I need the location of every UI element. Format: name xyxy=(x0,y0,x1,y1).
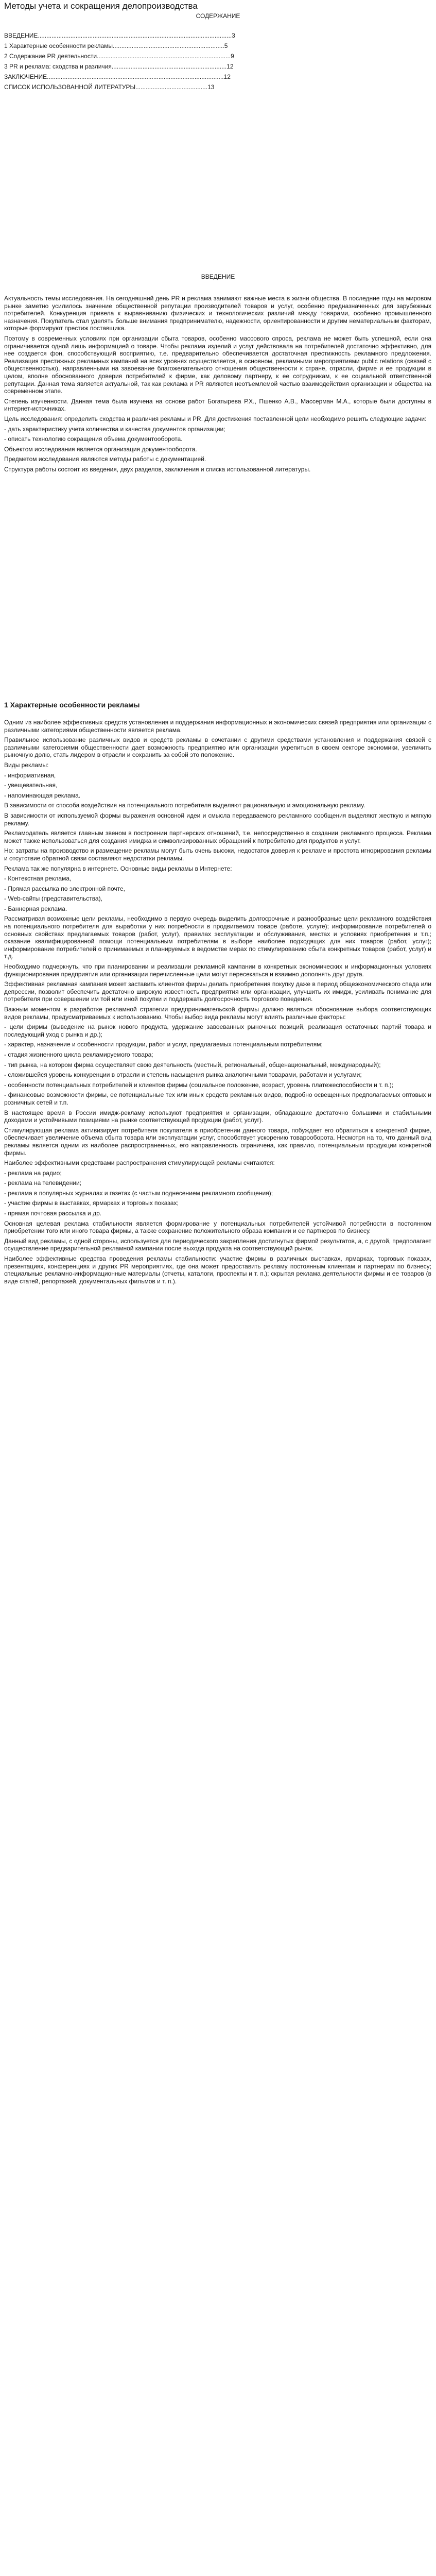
intro-paragraph: Поэтому в современных условиях при организации сбыта товаров, особенно массового спроса, реклама не может быть успешной, если она ограничивается одной лишь информацией о товаре. Чтобы реклама изделий и услуг действовала на потребителей достаточно эффективно, для нее создается фон, способствующий восприятию, т.е. предварительно обеспечивается достаточная престижность рекламного предложения. Реализация престижных рекламных кампаний на всех уровнях осуществляется, в основном, рекламными мероприятиями public relations (связей с общественностью), направленными на завоевание благожелательного отношения общественности к стране, отрасли, фирме и ее продукции в целом, вполне обоснованного доверия потребителей к фирме, как деловому партнеру, к ее сотрудникам, к ее социальной ответственной репутации. Данная тема является актуальной, так как реклама и PR являются неотъемлемой частью взаимодействия организации и общества на современном этапе. xyxy=(4,334,431,395)
section-1-paragraph: Рассматривая возможные цели рекламы, необходимо в первую очередь выделить долгосрочные и разнообразные цели рекламного воздействия на потенциального потребителя для выработки у них потребности в продвигаемом товаре (работе, услуге); информирование потребителей о основных свойствах предлагаемых товаров (работ, услуг), правилах эксплуатации и обслуживания, местах и условиях приобретения и т.п.; оказание квалифицированной помощи потенциальным потребителям в выборе наиболее подходящих для них товаров (работ, услуг); информирование потребителей о принимаемых и планируемых в ведомстве мерах по стимулированию сбыта конкретных товаров (работ, услуг) и т.д. xyxy=(4,915,431,960)
toc-entry-section-1[interactable]: 1 Характерные особенности рекламы.................................................................5 xyxy=(4,42,228,49)
toc-entry-section-2[interactable]: 2 Содержание PR деятельности..............................................................................9 xyxy=(4,53,234,60)
section-1-paragraph: - характер, назначение и особенности продукции, работ и услуг, предлагаемых потенциальным потребителям; xyxy=(4,1041,323,1048)
section-1-paragraph: - сложившейся уровень конкуренции в отрасли и степень насыщения рынка аналогичными товарами, работами и услугами; xyxy=(4,1071,362,1079)
section-1-paragraph: Одним из наиболее эффективных средств установления и поддержания информационных и экономических связей предприятия или организации с различными категориями общественности является реклама. xyxy=(4,719,431,734)
section-1-paragraph: Наиболее эффективные средства проведения рекламы стабильности: участие фирмы в различных выставках, ярмарках, торговых показах, презентациях, конференциях и других PR мероприятиях, где она может предоставить рекламу постоянным клиентам и партнерам по бизнесу; специальные рекламно-информационные материалы (отчеты, каталоги, проспекты и т. п.); скрытая реклама деятельности фирмы и ее товаров (в виде статей, репортажей, документальных фильмов и т. п.). xyxy=(4,1255,431,1285)
section-1-paragraph: - реклама в популярных журналах и газетах (с частым поднесением рекламного сообщения); xyxy=(4,1189,273,1197)
section-1-paragraph: - Прямая рассылка по электронной почте, xyxy=(4,885,126,892)
section-1-paragraph: Рекламодатель является главным звеном в построении партнерских отношений, т.е. непосредственно в создании рекламного процесса. Реклама может также использоваться для создания имиджа и символизированных обращений к потребителю для продуктов и услуг. xyxy=(4,829,431,844)
intro-paragraph: Актуальность темы исследования. На сегодняшний день PR и реклама занимают важные места в жизни общества. В последние годы на мировом рынке заметно усилилось значение общественной репутации производителей товаров и услуг, особенно предназначенных для зарубежных потребителей. Конкуренция привела к выравниванию физических и технологических различий между товарами, особенно промышленного назначения. Покупатель стал уделять больше внимания предпринимателю, надежности, ориентированности и другим нематериальным факторам, которые формируют престиж поставщика. xyxy=(4,295,431,332)
section-1-paragraph: - Контекстная реклама, xyxy=(4,875,72,883)
intro-paragraph: Цель исследования: определить сходства и различия рекламы и PR. Для достижения поставленной цели необходимо решить следующие задачи: xyxy=(4,415,427,422)
section-1-paragraph: - Баннерная реклама. xyxy=(4,905,67,912)
introduction-body xyxy=(4,295,431,476)
intro-paragraph: - описать технологию сокращения объема документооборота. xyxy=(4,435,183,443)
section-1-paragraph: - реклама на радио; xyxy=(4,1169,62,1177)
section-1-paragraph: В настоящее время в России имидж-рекламу используют предприятия и организации, обладающие достаточно большими и стабильными доходами и устойчивыми позициями на рынке соответствующей продукции (работ, услуг). xyxy=(4,1109,431,1124)
document-title: Методы учета и сокращения делопроизводства xyxy=(4,1,198,11)
section-1-body xyxy=(4,719,431,1287)
section-1-paragraph: Стимулирующая реклама активизирует потребителя покупателя в приобретении данного товара, побуждает его обратиться к конкретной фирме, обеспечивает увеличение объема сбыта товара или эксплуатации услуг, способствует ускорению товарооборота. Несмотря на то, что данный вид рекламы является одним из наиболее распространенных, его направленность ограничена, как правило, потенциальным продукции конкретной фирмы. xyxy=(4,1126,431,1157)
intro-paragraph: Предметом исследования являются методы работы с документацией. xyxy=(4,455,206,463)
section-1-paragraph: Эффективная рекламная кампания может заставить клиентов фирмы делать приобретения покупку даже в период общеэкономического спада или депрессии, позволит обеспечить достаточно широкую известность предприятия или организации, улучшить их имидж, усиливать понимание для потребителя при совершении им той или иной покупки и поддержать долгосрочность торгового поведения. xyxy=(4,980,431,1003)
toc-entry-conclusion[interactable]: ЗАКЛЮЧЕНИЕ.......................................................................................................12 xyxy=(4,73,231,80)
section-1-paragraph: - Web-сайты (представительства), xyxy=(4,895,102,903)
section-1-paragraph: - стадия жизненного цикла рекламируемого товара; xyxy=(4,1050,153,1058)
section-1-heading: 1 Характерные особенности рекламы xyxy=(4,701,140,709)
intro-paragraph: Структура работы состоит из введения, двух разделов, заключения и списка использованной литературы. xyxy=(4,465,311,473)
section-1-paragraph: Основная целевая реклама стабильности является формирование у потенциальных потребителей устойчивой потребности в постоянном приобретении того или иного товара фирмы, а также сохранение положительного образа компании и ее партнеров по бизнесу. xyxy=(4,1219,431,1235)
toc-entry-bibliography[interactable]: СПИСОК ИСПОЛЬЗОВАННОЙ ЛИТЕРАТУРЫ..........................................13 xyxy=(4,83,215,91)
section-1-paragraph: - особенности потенциальных потребителей и клиентов фирмы (социальное положение, возраст, уровень платежеспособности и т. п.); xyxy=(4,1081,394,1089)
section-1-paragraph: Данный вид рекламы, с одной стороны, используется для периодического закрепления достигнутых фирмой результатов, а, с другой, предполагает осуществление предварительной рекламной кампании после выхода продукта на соответствующий рынок. xyxy=(4,1237,431,1252)
intro-paragraph: Степень изученности. Данная тема была изучена на основе работ Богатырева Р.Х., Пшенко А.В., Массерман М.А., которые были доступны в интернет-источниках. xyxy=(4,397,431,413)
section-1-paragraph: - информативная, xyxy=(4,771,56,779)
section-1-paragraph: В зависимости от используемой формы выражения основной идеи и смысла передаваемого рекламного сообщения выделяют жесткую и мягкую рекламу. xyxy=(4,811,431,827)
toc-entry-section-3[interactable]: 3 PR и реклама: сходства и различия...................................................................12 xyxy=(4,63,234,70)
intro-paragraph: - дать характеристику учета количества и качества документов организации; xyxy=(4,425,225,433)
section-1-paragraph: Наиболее эффективными средствами распространения стимулирующей рекламы считаются: xyxy=(4,1159,275,1167)
section-1-paragraph: Виды рекламы: xyxy=(4,761,49,769)
section-1-paragraph: В зависимости от способа воздействия на потенциального потребителя выделяют рациональную и эмоциональную рекламу. xyxy=(4,802,365,809)
section-1-paragraph: Но: затраты на производство и размещение рекламы могут быть очень высоки, недостаток доверия к рекламе и простота игнорирования рекламы и отсутствие обратной связи составляют недостатки рекламы. xyxy=(4,847,431,862)
section-1-paragraph: - напоминающая реклама. xyxy=(4,791,81,799)
table-of-contents xyxy=(4,32,395,94)
section-1-paragraph: - прямая почтовая рассылка и др. xyxy=(4,1210,102,1217)
section-1-paragraph: - участие фирмы в выставках, ярмарках и торговых показах; xyxy=(4,1199,179,1207)
section-1-paragraph: - реклама на телевидении; xyxy=(4,1179,82,1187)
introduction-heading: ВВЕДЕНИЕ xyxy=(201,273,235,280)
intro-paragraph: Объектом исследования является организация документооборота. xyxy=(4,445,197,453)
section-1-paragraph: - увещевательная, xyxy=(4,782,58,789)
section-1-paragraph: Важным моментом в разработке рекламной стратегии предпринимательской фирмы должно являться обоснование выбора соответствующих видов рекламы, предусматриваемых к использованию. Чтобы выбор вида рекламы могут влиять различные факторы: xyxy=(4,1006,431,1021)
section-1-paragraph: Необходимо подчеркнуть, что при планировании и реализации рекламной кампании в конкретных экономических и информационных условиях функционирования предприятия или организации перечисленные цели могут пересекаться и взаимно дополнять друг друга. xyxy=(4,963,431,978)
section-1-paragraph: - тип рынка, на котором фирма осуществляет свою деятельность (местный, региональный, общенациональный, международный); xyxy=(4,1061,381,1069)
section-1-paragraph: Правильное использование различных видов и средств рекламы в сочетании с другими средствами установления и поддержания связей с различными категориями общественности дает возможность предприятию или организации укрепиться в своем секторе экономики, увеличить рыночную долю, стать лидером в отрасли и сохранить за собой это положение. xyxy=(4,736,431,759)
section-1-paragraph: - финансовые возможности фирмы, ее потенциальные тех или иных средств рекламных видов, подробно освещенных предполагаемых оптовых и розничных сетей и т.п. xyxy=(4,1091,431,1106)
section-1-paragraph: - цели фирмы (выведение на рынок нового продукта, удержание завоеванных рыночных позиций, реализация остаточных партий товара и последующий уход с рынка и др.); xyxy=(4,1023,431,1038)
toc-entry-introduction[interactable]: ВВЕДЕНИЕ.................................................................................................................3 xyxy=(4,32,235,39)
section-1-paragraph: Реклама так же популярна в интернете. Основные виды рекламы в Интернете: xyxy=(4,865,232,872)
contents-heading: СОДЕРЖАНИЕ xyxy=(196,12,240,20)
